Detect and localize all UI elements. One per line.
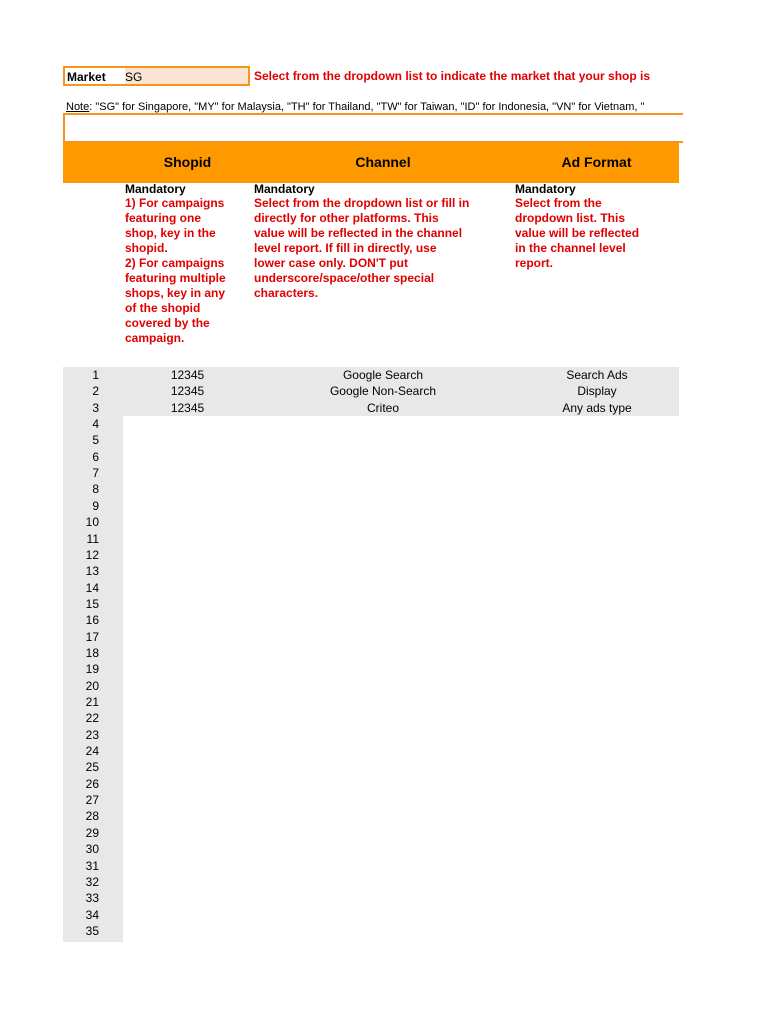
shopid-mandatory: Mandatory [125, 182, 186, 196]
row-number: 17 [85, 629, 99, 644]
cell-ad-format[interactable]: Search Ads [566, 368, 628, 382]
row-number: 31 [85, 858, 99, 873]
row-number: 30 [85, 842, 99, 857]
row-number: 22 [85, 711, 99, 726]
row-number: 9 [92, 498, 99, 513]
row-number: 3 [92, 400, 99, 415]
header-channel: Channel [355, 154, 411, 170]
row-number: 12 [85, 547, 99, 562]
cell-ad-format[interactable]: Any ads type [562, 400, 632, 415]
row-number: 15 [85, 596, 99, 611]
cell-shopid[interactable]: 12345 [170, 400, 205, 415]
market-label: Market [65, 68, 125, 84]
row-number: 32 [85, 874, 99, 889]
cell-channel[interactable]: Google Non-Search [329, 384, 437, 399]
row-number: 5 [92, 433, 99, 448]
shopid-instructions: 1) For campaigns featuring one shop, key in the shopid. 2) For campaigns featuring multiple shops, key in any of the shopid covered by the campaign. [125, 196, 226, 345]
row-number: 24 [85, 744, 99, 759]
row-number: 33 [85, 891, 99, 906]
row-number: 1 [92, 368, 99, 382]
header-ad-format: Ad Format [561, 154, 632, 170]
channel-mandatory: Mandatory [254, 182, 315, 196]
row-number: 28 [85, 809, 99, 824]
market-instruction: Select from the dropdown list to indicate the market that your shop is [254, 69, 651, 83]
ad-format-mandatory: Mandatory [515, 182, 576, 196]
ad-format-instructions: Select from the dropdown list. This value will be reflected in the channel level report. [515, 196, 640, 270]
row-number: 10 [85, 515, 99, 530]
shopid-description [125, 182, 250, 346]
note-prefix: Note [66, 101, 90, 113]
market-row [63, 66, 250, 86]
row-number: 29 [85, 825, 99, 840]
market-select[interactable]: SG [125, 70, 143, 84]
row-number: 4 [92, 417, 99, 432]
row-number: 26 [85, 776, 99, 791]
row-number: 35 [85, 923, 99, 938]
cell-ad-format[interactable]: Display [577, 384, 617, 399]
ad-format-description [515, 182, 679, 271]
cell-channel[interactable]: Google Search [342, 368, 424, 382]
empty-input-box[interactable] [63, 113, 683, 143]
channel-instructions: Select from the dropdown list or fill in directly for other platforms. This value will be reflected in the channel level report. If fill in directly, use lower case only. DON'T put underscore/space/other special characters. [254, 196, 470, 300]
cell-channel[interactable]: Criteo [366, 400, 399, 415]
row-number: 16 [85, 613, 99, 628]
row-number: 27 [85, 793, 99, 808]
row-number: 25 [85, 760, 99, 775]
row-number: 6 [92, 449, 99, 464]
row-number: 20 [85, 678, 99, 693]
row-number: 18 [85, 645, 99, 660]
channel-description [254, 182, 514, 301]
market-codes-note [66, 101, 679, 113]
row-number: 19 [85, 662, 99, 677]
header-shopid: Shopid [163, 154, 212, 170]
row-number: 21 [85, 695, 99, 709]
row-number: 11 [86, 531, 99, 546]
row-number: 14 [85, 580, 99, 595]
cell-shopid[interactable]: 12345 [170, 384, 205, 399]
row-number: 7 [92, 466, 99, 481]
table-header [63, 143, 679, 183]
row-number: 2 [92, 384, 99, 399]
row-number: 13 [85, 564, 99, 579]
note-text: : "SG" for Singapore, "MY" for Malaysia, "TH" for Thailand, "TW" for Taiwan, "ID" for Indonesia, "VN" for Vietnam, " [89, 101, 645, 113]
row-number: 34 [85, 907, 99, 922]
row-number: 23 [85, 727, 99, 742]
row-number: 8 [92, 482, 99, 497]
cell-shopid[interactable]: 12345 [170, 368, 205, 382]
